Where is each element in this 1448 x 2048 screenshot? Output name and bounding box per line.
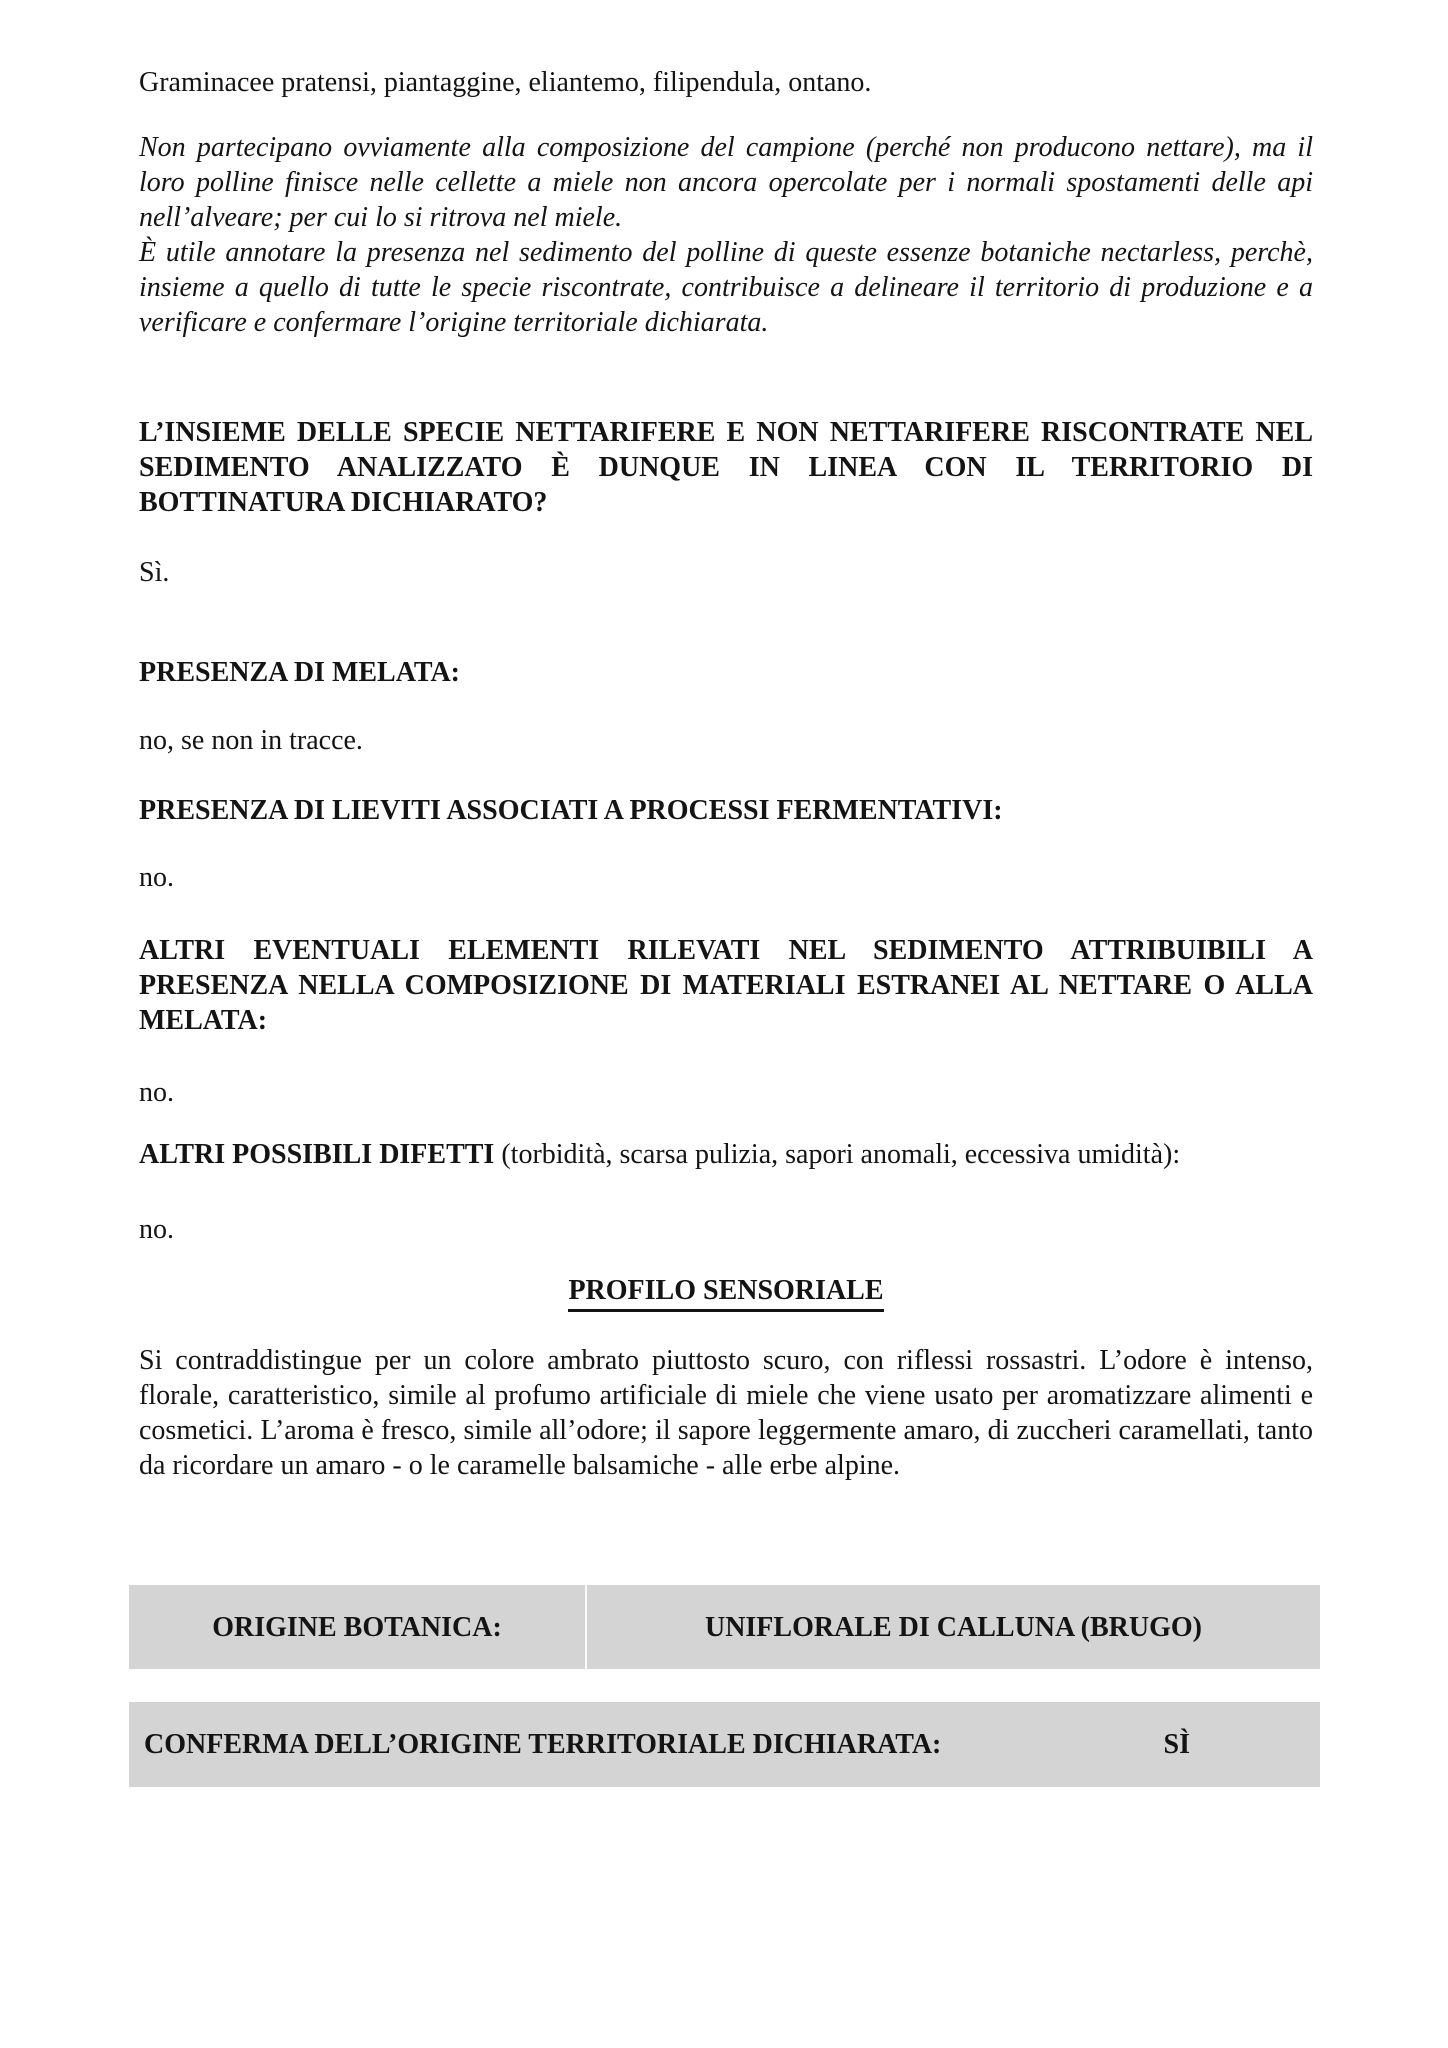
difetti-heading-detail: (torbidità, scarsa pulizia, sapori anomali, eccessiva umidità):	[494, 1139, 1181, 1170]
territorial-origin-box	[129, 1702, 1320, 1787]
sensory-title-row	[139, 1273, 1313, 1312]
sensory-profile-title: PROFILO SENSORIALE	[568, 1273, 883, 1312]
sensory-profile-paragraph: Si contraddistingue per un colore ambrato piuttosto scuro, con riflessi rossastri. L’odore è intenso, florale, caratteristico, simile al profumo artificiale di miele che viene usato per aromatizzare alimenti e cosmetici. L’aroma è fresco, simile all’odore; il sapore leggermente amaro, di zuccheri caramellati, tanto da ricordare un amaro - o le caramelle balsamiche - alle erbe alpine.	[139, 1345, 1313, 1481]
commentary-paragraph-2: È utile annotare la presenza nel sedimento del polline di queste essenze botaniche nectarless, perchè, insieme a quello di tutte le specie riscontrate, contribuisce a delineare il territorio di produzione e a verificare e confermare l’origine territoriale dichiarata.	[139, 237, 1313, 338]
commentary-block	[139, 130, 1313, 340]
melata-answer: no, se non in tracce.	[139, 725, 363, 756]
lieviti-heading: PRESENZA DI LIEVITI ASSOCIATI A PROCESSI FERMENTATIVI:	[139, 795, 1003, 826]
territorial-origin-value: SÌ	[1163, 1729, 1190, 1760]
lieviti-answer: no.	[139, 862, 174, 893]
difetti-heading	[139, 1137, 1313, 1172]
difetti-answer: no.	[139, 1214, 174, 1245]
territory-question-answer: Sì.	[139, 557, 170, 588]
elementi-estranei-answer: no.	[139, 1077, 174, 1108]
commentary-paragraph-1: Non partecipano ovviamente alla composizione del campione (perché non producono nettare), ma il loro polline finisce nelle cellette a miele non ancora opercolate per i normali spostamenti delle api nell’alveare; per cui lo si ritrova nel miele.	[139, 132, 1313, 233]
botanical-origin-label: ORIGINE BOTANICA:	[129, 1585, 587, 1669]
pollen-species-line: Graminacee pratensi, piantaggine, eliantemo, filipendula, ontano.	[139, 67, 872, 98]
melata-heading: PRESENZA DI MELATA:	[139, 657, 461, 688]
territorial-origin-label: CONFERMA DELL’ORIGINE TERRITORIALE DICHIARATA:	[144, 1729, 942, 1760]
territory-question-heading: L’INSIEME DELLE SPECIE NETTARIFERE E NON NETTARIFERE RISCONTRATE NEL SEDIMENTO ANALIZZATO È DUNQUE IN LINEA CON IL TERRITORIO DI BOTTINATURA DICHIARATO?	[139, 417, 1313, 518]
botanical-origin-value: UNIFLORALE DI CALLUNA (BRUGO)	[704, 1611, 1203, 1643]
elementi-estranei-heading: ALTRI EVENTUALI ELEMENTI RILEVATI NEL SEDIMENTO ATTRIBUIBILI A PRESENZA NELLA COMPOSIZIONE DI MATERIALI ESTRANEI AL NETTARE O ALLA MELATA:	[139, 935, 1313, 1036]
botanical-origin-box	[129, 1585, 1320, 1669]
difetti-heading-bold: ALTRI POSSIBILI DIFETTI	[139, 1139, 495, 1170]
